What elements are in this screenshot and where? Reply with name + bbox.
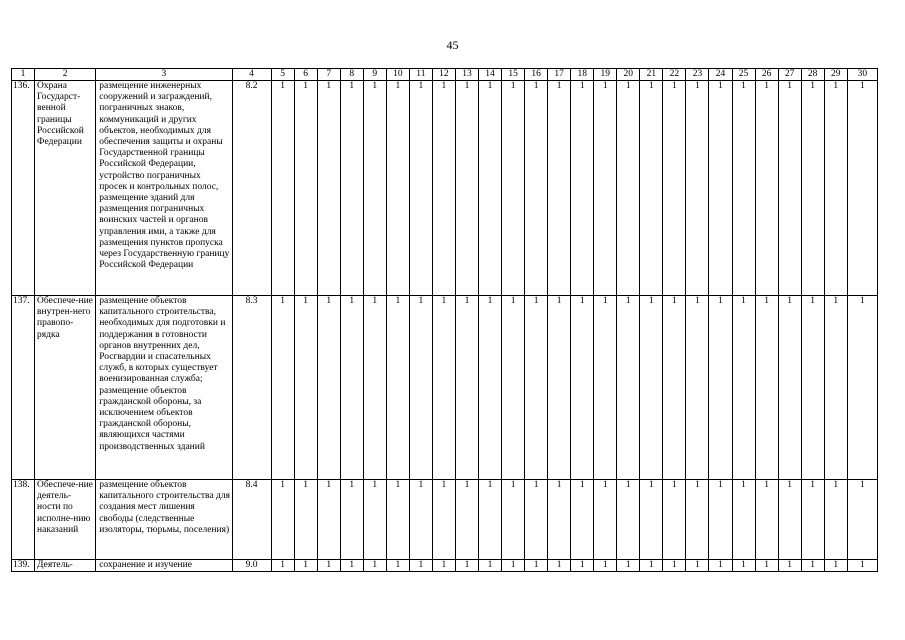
zone-value-cell: 1: [294, 560, 317, 572]
column-header: 1: [12, 69, 35, 81]
zone-value-cell: 1: [686, 296, 709, 480]
zone-value-cell: 1: [386, 296, 409, 480]
zone-value-cell: 1: [778, 296, 801, 480]
zone-value-cell: 1: [686, 480, 709, 560]
column-header: 27: [778, 69, 801, 81]
use-type-name-cell: Обеспече-ние деятель-ности по исполне-нию наказаний: [35, 480, 96, 560]
zone-value-cell: 1: [271, 81, 294, 296]
row-number-cell: 139.: [12, 560, 35, 572]
use-type-description-cell: сохранение и изучение: [96, 560, 232, 572]
zone-value-cell: 1: [801, 81, 824, 296]
zone-value-cell: 1: [778, 81, 801, 296]
zone-value-cell: 1: [409, 480, 432, 560]
use-type-code-cell: 8.2: [232, 81, 271, 296]
column-header: 2: [35, 69, 96, 81]
zone-value-cell: 1: [732, 560, 755, 572]
column-header: 18: [571, 69, 594, 81]
land-use-table: [11, 68, 878, 572]
zone-value-cell: 1: [317, 81, 340, 296]
zone-value-cell: 1: [755, 480, 778, 560]
zone-value-cell: 1: [824, 560, 847, 572]
zone-value-cell: 1: [571, 480, 594, 560]
zone-value-cell: 1: [455, 296, 478, 480]
zone-value-cell: 1: [548, 81, 571, 296]
column-header: 8: [340, 69, 363, 81]
zone-value-cell: 1: [594, 296, 617, 480]
use-type-description-cell: размещение объектов капитального строительства для создания мест лишения свободы (следственные изоляторы, тюрьмы, поселения): [96, 480, 232, 560]
zone-value-cell: 1: [732, 480, 755, 560]
zone-value-cell: 1: [801, 296, 824, 480]
zone-value-cell: 1: [479, 296, 502, 480]
zone-value-cell: 1: [709, 480, 732, 560]
zone-value-cell: 1: [502, 560, 525, 572]
table-row: [12, 296, 878, 480]
zone-value-cell: 1: [409, 81, 432, 296]
zone-value-cell: 1: [640, 81, 663, 296]
zone-value-cell: 1: [271, 480, 294, 560]
zone-value-cell: 1: [755, 81, 778, 296]
use-type-code-cell: 8.3: [232, 296, 271, 480]
zone-value-cell: 1: [294, 81, 317, 296]
use-type-name-cell: Охрана Государст-венной границы Российской Федерации: [35, 81, 96, 296]
zone-value-cell: 1: [432, 81, 455, 296]
column-header: 19: [594, 69, 617, 81]
zone-value-cell: 1: [409, 296, 432, 480]
zone-value-cell: 1: [847, 81, 877, 296]
zone-value-cell: 1: [271, 560, 294, 572]
zone-value-cell: 1: [663, 81, 686, 296]
zone-value-cell: 1: [640, 296, 663, 480]
column-header: 22: [663, 69, 686, 81]
zone-value-cell: 1: [709, 560, 732, 572]
row-number-cell: 136.: [12, 81, 35, 296]
zone-value-cell: 1: [847, 480, 877, 560]
zone-value-cell: 1: [824, 480, 847, 560]
zone-value-cell: 1: [709, 296, 732, 480]
column-header: 16: [525, 69, 548, 81]
column-header: 30: [847, 69, 877, 81]
zone-value-cell: 1: [502, 480, 525, 560]
zone-value-cell: 1: [363, 296, 386, 480]
column-header: 12: [432, 69, 455, 81]
zone-value-cell: 1: [386, 480, 409, 560]
use-type-name-cell: Обеспече-ние внутрен-него правопо-рядка: [35, 296, 96, 480]
zone-value-cell: 1: [525, 480, 548, 560]
zone-value-cell: 1: [663, 560, 686, 572]
zone-value-cell: 1: [548, 296, 571, 480]
zone-value-cell: 1: [686, 560, 709, 572]
zone-value-cell: 1: [455, 81, 478, 296]
zone-value-cell: 1: [847, 296, 877, 480]
zone-value-cell: 1: [617, 296, 640, 480]
zone-value-cell: 1: [732, 81, 755, 296]
zone-value-cell: 1: [386, 81, 409, 296]
table-header-row: [12, 69, 878, 81]
zone-value-cell: 1: [594, 81, 617, 296]
zone-value-cell: 1: [294, 480, 317, 560]
zone-value-cell: 1: [801, 480, 824, 560]
zone-value-cell: 1: [479, 480, 502, 560]
zone-value-cell: 1: [847, 560, 877, 572]
zone-value-cell: 1: [640, 560, 663, 572]
zone-value-cell: 1: [432, 296, 455, 480]
zone-value-cell: 1: [363, 560, 386, 572]
column-header: 10: [386, 69, 409, 81]
zone-value-cell: 1: [340, 296, 363, 480]
column-header: 9: [363, 69, 386, 81]
use-type-description-cell: размещение объектов капитального строительства, необходимых для подготовки и поддержания в готовности органов внутренних дел, Росгвардии и спасательных служб, в которых существует военизированная служба; размещение объектов гражданской обороны, за исключением объектов гражданской обороны, являющихся частями производственных зданий: [96, 296, 232, 480]
table-row: [12, 560, 878, 572]
zone-value-cell: 1: [640, 480, 663, 560]
zone-value-cell: 1: [340, 480, 363, 560]
zone-value-cell: 1: [502, 296, 525, 480]
row-number-cell: 137.: [12, 296, 35, 480]
column-header: 4: [232, 69, 271, 81]
row-number-cell: 138.: [12, 480, 35, 560]
zone-value-cell: 1: [432, 480, 455, 560]
use-type-code-cell: 9.0: [232, 560, 271, 572]
zone-value-cell: 1: [386, 560, 409, 572]
zone-value-cell: 1: [571, 81, 594, 296]
column-header: 13: [455, 69, 478, 81]
column-header: 25: [732, 69, 755, 81]
zone-value-cell: 1: [732, 296, 755, 480]
column-header: 20: [617, 69, 640, 81]
zone-value-cell: 1: [294, 296, 317, 480]
zone-value-cell: 1: [617, 560, 640, 572]
zone-value-cell: 1: [479, 560, 502, 572]
column-header: 21: [640, 69, 663, 81]
column-header: 14: [479, 69, 502, 81]
zone-value-cell: 1: [686, 81, 709, 296]
column-header: 29: [824, 69, 847, 81]
column-header: 11: [409, 69, 432, 81]
zone-value-cell: 1: [755, 560, 778, 572]
zone-value-cell: 1: [317, 480, 340, 560]
page-number: 45: [446, 38, 459, 52]
zone-value-cell: 1: [709, 81, 732, 296]
zone-value-cell: 1: [571, 296, 594, 480]
column-header: 6: [294, 69, 317, 81]
table-row: [12, 81, 878, 296]
zone-value-cell: 1: [824, 81, 847, 296]
zone-value-cell: 1: [778, 560, 801, 572]
column-header: 17: [548, 69, 571, 81]
zone-value-cell: 1: [455, 480, 478, 560]
zone-value-cell: 1: [617, 480, 640, 560]
zone-value-cell: 1: [755, 296, 778, 480]
table-row: [12, 480, 878, 560]
column-header: 5: [271, 69, 294, 81]
zone-value-cell: 1: [548, 480, 571, 560]
zone-value-cell: 1: [340, 81, 363, 296]
zone-value-cell: 1: [409, 560, 432, 572]
zone-value-cell: 1: [571, 560, 594, 572]
zone-value-cell: 1: [525, 560, 548, 572]
column-header: 23: [686, 69, 709, 81]
zone-value-cell: 1: [317, 296, 340, 480]
use-type-code-cell: 8.4: [232, 480, 271, 560]
zone-value-cell: 1: [594, 480, 617, 560]
column-header: 7: [317, 69, 340, 81]
zone-value-cell: 1: [548, 560, 571, 572]
use-type-description-cell: размещение инженерных сооружений и заграждений, пограничных знаков, коммуникаций и других объектов, необходимых для обеспечения защиты и охраны Государственной границы Российской Федерации, устройство пограничных просек и контрольных полос, размещение зданий для размещения пограничных воинских частей и органов управления ими, а также для размещения пунктов пропуска через Государственную границу Российской Федерации: [96, 81, 232, 296]
zone-value-cell: 1: [594, 560, 617, 572]
zone-value-cell: 1: [479, 81, 502, 296]
zone-value-cell: 1: [502, 81, 525, 296]
zone-value-cell: 1: [271, 296, 294, 480]
zone-value-cell: 1: [663, 296, 686, 480]
column-header: 26: [755, 69, 778, 81]
zone-value-cell: 1: [824, 296, 847, 480]
zone-value-cell: 1: [317, 560, 340, 572]
zone-value-cell: 1: [801, 560, 824, 572]
column-header: 24: [709, 69, 732, 81]
zone-value-cell: 1: [432, 560, 455, 572]
zone-value-cell: 1: [525, 81, 548, 296]
zone-value-cell: 1: [778, 480, 801, 560]
zone-value-cell: 1: [363, 480, 386, 560]
column-header: 28: [801, 69, 824, 81]
column-header: 15: [502, 69, 525, 81]
zone-value-cell: 1: [340, 560, 363, 572]
use-type-name-cell: Деятель-: [35, 560, 96, 572]
zone-value-cell: 1: [617, 81, 640, 296]
zone-value-cell: 1: [455, 560, 478, 572]
zone-value-cell: 1: [363, 81, 386, 296]
zone-value-cell: 1: [525, 296, 548, 480]
column-header: 3: [96, 69, 232, 81]
zone-value-cell: 1: [663, 480, 686, 560]
